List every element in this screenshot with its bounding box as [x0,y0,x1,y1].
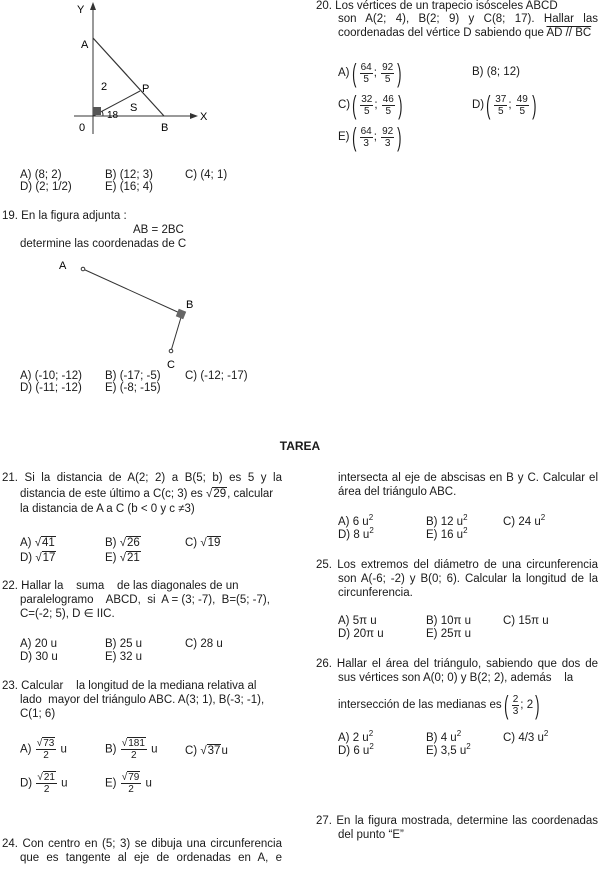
q26-option-b: B) 4 $u^2$ [426,729,462,744]
q25-line-3: circunferencia. [338,587,413,599]
section-title: TAREA [279,439,321,453]
q23-option-a: A) $\frac{√73}{2}$ u [20,738,67,761]
q20-option-a: A) ( $\frac{64}{5}$ ; $\frac{92}{5}$ ) [338,58,402,88]
label-a: A [81,39,89,51]
q26-option-a: A) 2 $u^2$ [338,729,374,744]
q24-line-1: 24. Con centro en (5; 3) se dibuja una circunferencia [2,838,282,850]
q23-line-2: lado mayor del triángulo ABC. A(3; 1), B(-3; -1), [20,694,265,706]
q20-option-d: D) ( $\frac{37}{5}$ ; $\frac{49}{5}$ ) [472,90,537,120]
q19-option-d: D) (-11; -12) [20,382,82,394]
q22-option-b: B) 25 u [105,638,143,650]
q22-line-2: paralelogramo ABCD, si A = (3; -7), B=(5; -7), [20,594,270,606]
q23-option-c: C) √37u [185,745,228,757]
q19-option-c: C) (-12; -17) [185,370,248,382]
q21-option-d: D) √17 [20,552,56,564]
q19-line-3: determine las coordenadas de C [20,238,187,250]
q25-option-c: C) 15π u [503,615,549,627]
label-x: X [200,111,208,123]
q22-option-d: D) 30 u [20,651,58,663]
label-2: 2 [101,81,108,93]
segment-ab [83,269,182,314]
q23-option-d: D) $\frac{√21}{2}$ u [20,772,68,795]
q26-line-2: sus vértices son A(0; 0) y B(2; 2), además la [338,672,574,684]
point-c [169,349,173,353]
q25-option-b: B) 10π u [426,615,472,627]
q25-option-a: A) 5π u [338,615,377,627]
q27-line-1: 27. En la figura mostrada, determine las coordenadas [316,815,598,827]
q25-line-2: son A(-6; -2) y B(0; 6). Calcular la longitud de la [338,573,598,585]
q19-line-2: AB = 2BC [133,224,184,236]
q20-line-2: son A(2; 4), B(2; 9) y C(8; 17). Hallar las [338,13,598,25]
q23-line-3: C(1; 6) [20,708,56,720]
segment-ab [93,38,164,116]
q19-option-a: A) (-10; -12) [20,370,82,382]
top-option-d: D) (2; 1/2) [20,181,72,193]
q24-option-e: E) 16 $u^2$ [426,526,468,541]
q20-option-e: E) ( $\frac{64}{3}$ ; $\frac{92}{3}$ ) [338,122,402,152]
q21-option-b: B) √26 [105,537,140,549]
coordinate-figure [60,0,220,145]
segment-bc [171,314,182,351]
q21-line-3: la distancia de A a C (b < 0 y c ≠3) [20,503,195,515]
q25-option-e: E) 25π u [426,628,472,640]
y-axis-arrow [90,2,96,10]
label-b: B [161,122,169,134]
q22-line-1: 22. Hallar la suma de las diagonales de un [2,580,239,592]
q27-line-2: del punto “E” [338,829,404,841]
q19-line-1: 19. En la figura adjunta : [2,210,127,222]
top-option-e: E) (16; 4) [105,181,153,193]
label-y: Y [77,4,85,16]
q21-option-a: A) √41 [20,537,55,549]
q26-option-e: E) 3,5 $u^2$ [426,742,471,757]
q23-option-b: B) $\frac{√181}{2}$ u [105,738,158,761]
q22-option-a: A) 20 u [20,638,58,650]
top-option-b: B) (12; 3) [105,169,153,181]
q21-line-1: 21. Si la distancia de A(2; 2) a B(5; b) es 5 y la [2,472,282,484]
q20-line-1: 20. Los vértices de un trapecio isósceles ABCD [316,0,558,12]
q20-option-c: C) ( $\frac{32}{5}$ ; $\frac{46}{5}$ ) [338,90,403,120]
q24-option-d: D) 8 $u^2$ [338,526,374,541]
q22-line-3: C=(-2; 5), D ∈ IIC. [20,608,115,620]
q24-line-3: intersecta al eje de abscisas en B y C. Calcular el [338,472,598,484]
q24-line-2: que es tangente al eje de ordenadas en A, e [20,852,282,864]
q20-option-b: B) (8; 12) [472,66,520,78]
q26-option-d: D) 6 $u^2$ [338,742,374,757]
label-18: 18 [107,110,119,121]
label-a: A [59,260,67,272]
q26-option-c: C) 4/3 $u^2$ [503,729,549,744]
right-angle-mark [93,107,101,115]
q20-line-3: coordenadas del vértice D sabiendo que AD // BC [338,27,592,39]
q23-option-e: E) $\frac{√79}{2}$ u [105,772,152,795]
q23-line-1: 23. Calcular la longitud de la mediana relativa al [2,680,257,692]
top-option-a: A) (8; 2) [20,169,62,181]
q24-line-4: área del triángulo ABC. [338,486,457,498]
q25-line-1: 25. Los extremos del diámetro de una circunferencia [316,559,598,571]
q21-line-2: distancia de este último a C(c; 3) es √29, calcular [20,488,274,500]
label-b: B [186,299,194,311]
q22-option-c: C) 28 u [185,638,223,650]
q21-option-e: E) √21 [105,552,140,564]
q21-option-c: C) √19 [185,537,221,549]
point-a [81,267,85,271]
top-option-c: C) (4; 1) [185,169,228,181]
q24-option-a: A) 6 $u^2$ [338,513,374,528]
q19-option-b: B) (-17; -5) [105,370,161,382]
label-s: S [130,102,138,114]
q25-option-d: D) 20π u [338,628,384,640]
q19-option-e: E) (-8; -15) [105,382,161,394]
q24-option-b: B) 12 $u^2$ [426,513,468,528]
q22-option-e: E) 32 u [105,651,143,663]
q26-line-1: 26. Hallar el área del triángulo, sabiendo que dos de [316,658,598,670]
q24-option-c: C) 24 $u^2$ [503,513,546,528]
right-angle-mark [176,309,186,319]
q19-figure [50,255,210,375]
angle-arc [102,111,103,116]
label-p: P [142,83,150,95]
q20-parallel: AD // BC [546,27,592,39]
label-c: C [167,359,175,371]
label-o: 0 [79,122,86,134]
q26-line-3: intersección de las medianas es ( $\frac{2}{3}$ ; 2 ) [338,690,540,720]
x-axis-arrow [190,113,198,119]
